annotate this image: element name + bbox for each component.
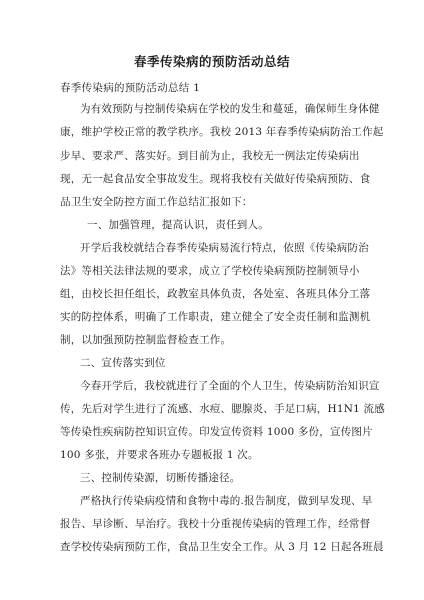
- body-line: 实的防控体系，明确了工作职责，建立健全了安全责任制和监测机: [60, 311, 371, 323]
- body-line: 组，由校长担任组长，政教室具体负责，各处室、各班具体分工落: [60, 288, 371, 300]
- body-line: 传，先后对学生进行了流感、水痘、腮腺炎、手足口病，H1N1 流感: [60, 403, 385, 415]
- body-line: 严格执行传染病疫情和食物中毒的.报告制度，做到早发现、早: [80, 495, 373, 507]
- body-line: 品卫生安全防控方面工作总结汇报如下：: [60, 196, 253, 208]
- document-title: 春季传染病的预防活动总结: [133, 54, 290, 69]
- body-line: 康，维护学校正常的教学秩序。我校 2013 年春季传染病防治工作起: [60, 126, 384, 138]
- body-line: 现，无一起食品安全事故发生。现将我校有关做好传染病预防、食: [60, 173, 371, 185]
- body-line: 100 多张，并要求各班办专题板报 1 次。: [60, 449, 259, 461]
- body-line: 开学后我校就结合春季传染病易流行特点，依照《传染病防治: [80, 242, 369, 254]
- body-line: 法》等相关法律法规的要求，成立了学校传染病预防控制领导小: [60, 265, 360, 277]
- body-line: 今春开学后，我校就进行了全面的个人卫生，传染病防治知识宣: [80, 380, 380, 392]
- body-line: 一、加强管理，提高认识，责任到人。: [87, 219, 269, 231]
- section-subtitle: 春季传染病的预防活动总结 1: [60, 82, 201, 94]
- body-line: 二、宣传落实到位: [80, 357, 166, 369]
- body-line: 查学校传染病预防工作，食品卫生安全工作。从 3 月 12 日起各班晨: [60, 541, 384, 553]
- body-line: 步早、要求严、落实好。到目前为止，我校无一例法定传染病出: [60, 150, 360, 162]
- body-line: 制，以加强预防控制监督检查工作。: [60, 334, 232, 346]
- body-line: 三、控制传染源，切断传播途径。: [80, 472, 241, 484]
- body-line: 为有效预防与控制传染病在学校的发生和蔓延，确保师生身体健: [80, 103, 380, 115]
- body-line: 报告、早诊断、早治疗。我校十分重视传染病的管理工作，经常督: [60, 518, 371, 530]
- body-line: 等传染性疾病防控知识宣传。印发宣传资料 1000 多份，宣传图片: [60, 426, 373, 438]
